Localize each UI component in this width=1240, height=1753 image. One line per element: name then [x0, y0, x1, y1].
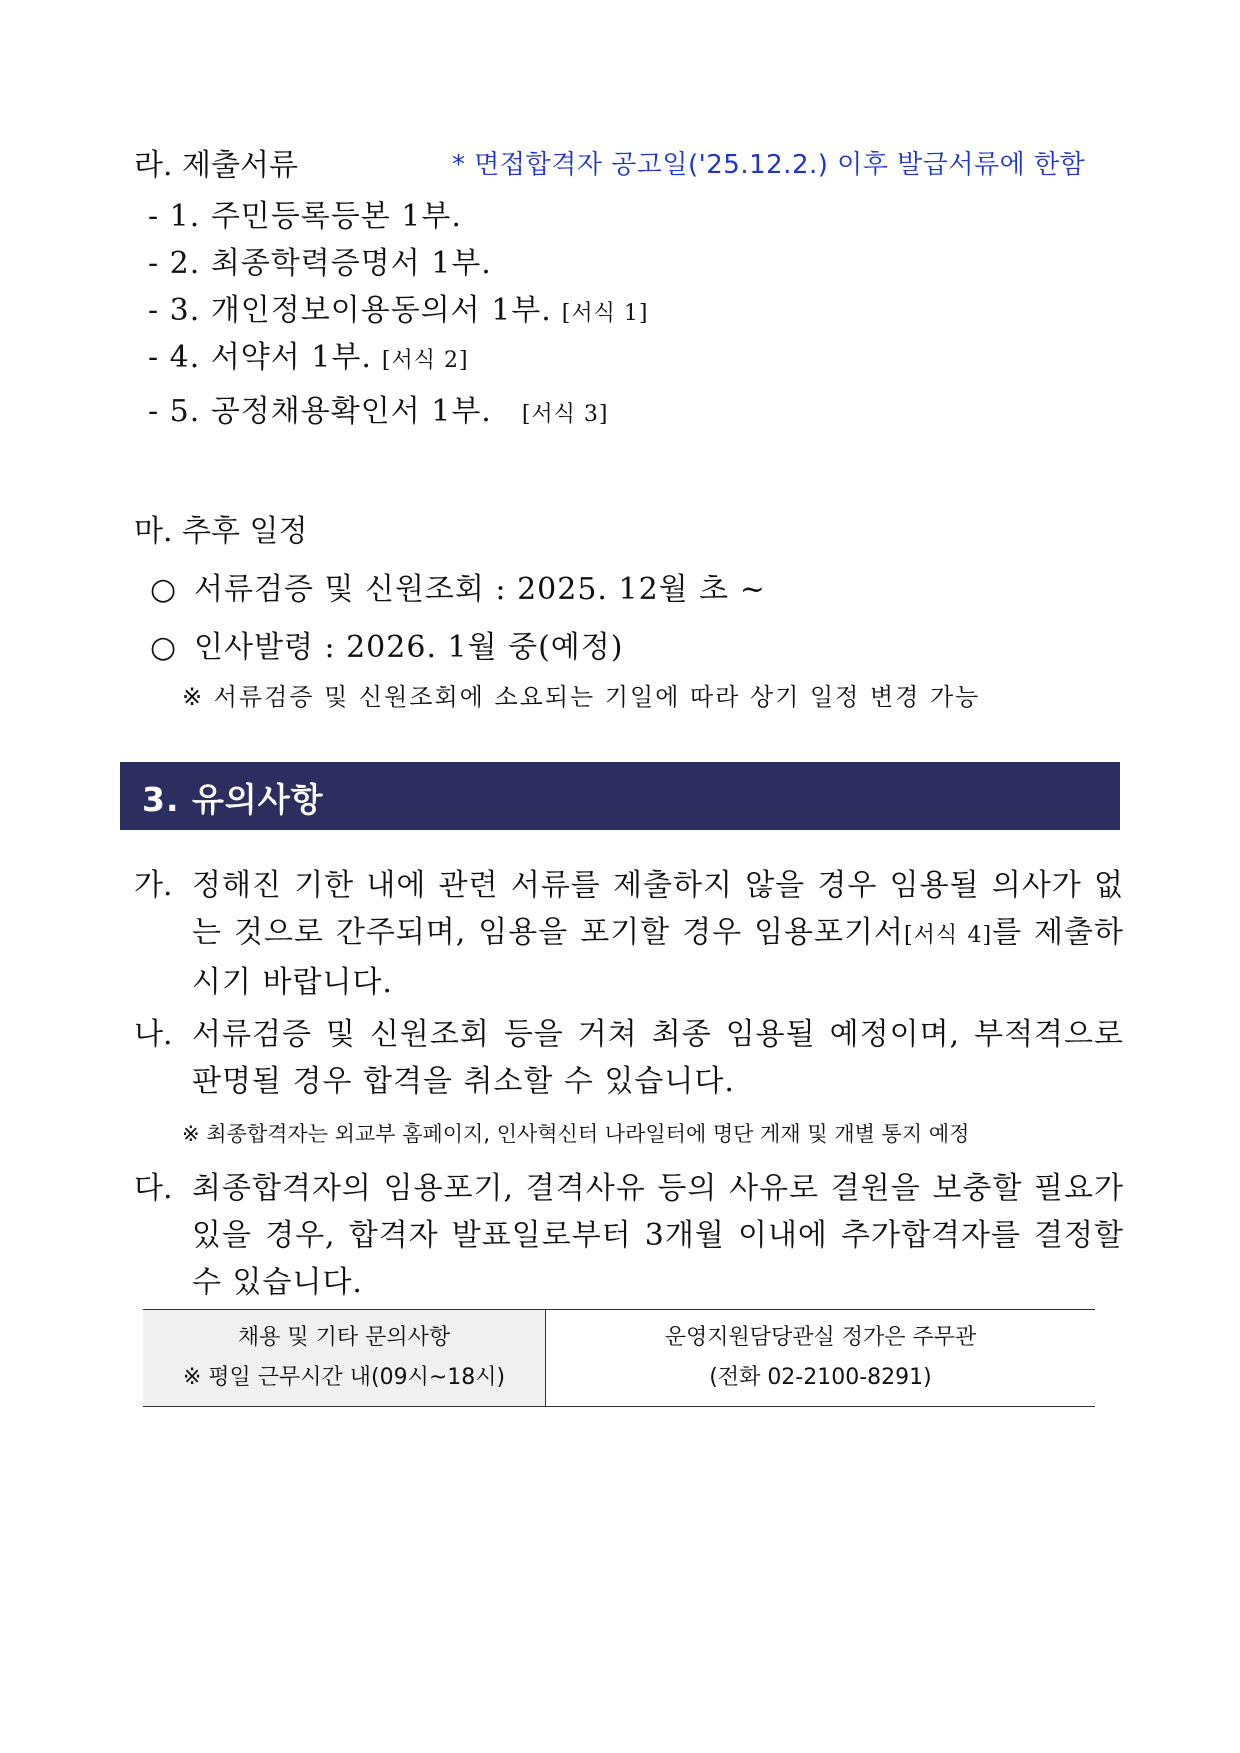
schedule-item: [150, 622, 623, 666]
paragraph-body: 서류검증 및 신원조회 등을 거쳐 최종 임용될 예정이며, 부적격으로 판명될 경우 합격을 취소할 수 있습니다.: [192, 1017, 1124, 1099]
notice-paragraph-c: [134, 1165, 1124, 1306]
circle-bullet-icon: ○: [150, 630, 178, 665]
form-reference: [서식 1]: [561, 301, 649, 326]
submission-item: [148, 332, 469, 376]
submission-item-text: - 1. 주민등록등본 1부.: [148, 199, 462, 234]
submission-item-text: - 4. 서약서 1부.: [148, 340, 372, 375]
section-title: 3. 유의사항: [142, 780, 324, 819]
submission-item: [148, 386, 609, 430]
schedule-item-text: 인사발령 : 2026. 1월 중(예정): [194, 630, 624, 665]
submission-heading: 라. 제출서류: [134, 148, 298, 183]
notice-paragraph-b: [134, 1011, 1124, 1105]
schedule-heading: 마. 추후 일정: [134, 514, 308, 549]
contact-label-cell: [143, 1310, 546, 1407]
form-reference: [서식 3]: [521, 402, 609, 427]
form-reference: [서식 4]: [903, 923, 993, 948]
paragraph-label: 나.: [134, 1017, 173, 1052]
schedule-item-text: 서류검증 및 신원조회 : 2025. 12월 초 ~: [194, 572, 766, 607]
notice-paragraph-a: [134, 862, 1124, 1006]
paragraph-body: [192, 862, 1124, 1006]
circle-bullet-icon: ○: [150, 572, 178, 607]
contact-hours: ※ 평일 근무시간 내(09시~18시): [182, 1365, 506, 1390]
contact-label: 채용 및 기타 문의사항: [237, 1325, 451, 1350]
submission-item-text: - 3. 개인정보이용동의서 1부.: [148, 293, 552, 328]
form-reference: [서식 2]: [381, 348, 469, 373]
paragraph-body: 최종합격자의 임용포기, 결격사유 등의 사유로 결원을 보충할 필요가 있을 경우, 합격자 발표일로부터 3개월 이내에 추가합격자를 결정할 수 있습니다.: [192, 1171, 1124, 1300]
notice-note: ※ 최종합격자는 외교부 홈페이지, 인사혁신터 나라일터에 명단 게재 및 개별 통지 예정: [182, 1122, 970, 1146]
submission-note: * 면접합격자 공고일('25.12.2.) 이후 발급서류에 한함: [452, 150, 1086, 180]
submission-item: [148, 285, 648, 329]
submission-item-text: - 5. 공정채용확인서 1부.: [148, 394, 492, 429]
submission-item: [148, 191, 462, 235]
paragraph-label: 다.: [134, 1171, 173, 1206]
table-row: [143, 1310, 1095, 1407]
submission-item-text: - 2. 최종학력증명서 1부.: [148, 246, 492, 281]
submission-item: [148, 238, 492, 282]
contact-phone: (전화 02-2100-8291): [709, 1365, 932, 1390]
contact-info-cell: [546, 1310, 1096, 1407]
paragraph-text: 정해진 기한 내에 관련 서류를 제출하지 않을 경우 임용될 의사가 없는 것으로 간주되며, 임용을 포기할 경우 임용포기서: [192, 868, 1124, 950]
contact-table: [143, 1309, 1095, 1407]
paragraph-label: 가.: [134, 868, 173, 903]
section-banner: [120, 762, 1120, 830]
schedule-note: ※ 서류검증 및 신원조회에 소요되는 기일에 따라 상기 일정 변경 가능: [182, 683, 981, 711]
paragraph-text: 를 제출하시기 바랍니다.: [192, 915, 1124, 1000]
contact-person: 운영지원담당관실 정가은 주무관: [664, 1325, 977, 1350]
schedule-item: [150, 564, 766, 608]
